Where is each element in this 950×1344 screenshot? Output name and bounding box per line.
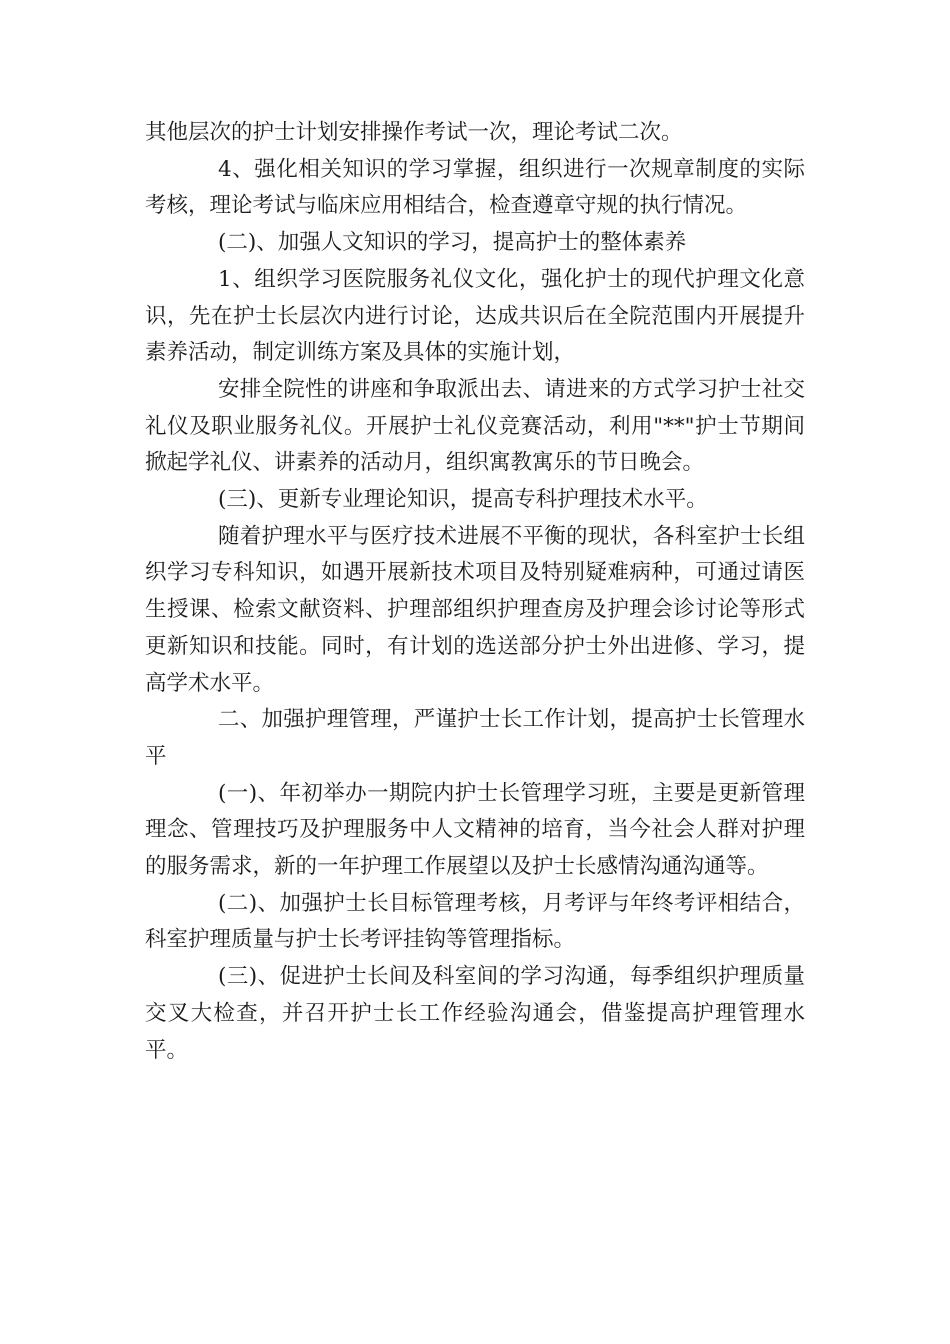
paragraph-6: (三)、更新专业理论知识，提高专科护理技术水平。 (218, 487, 708, 513)
paragraph-8: 二、加强护理管理，严谨护士长工作计划，提高护士长管理水平 (145, 707, 805, 769)
paragraph-3: (二)、加强人文知识的学习，提高护士的整体素养 (218, 230, 687, 256)
paragraph-10: (二)、加强护士长目标管理考核，月考评与年终考评相结合，科室护理质量与护士长考评挂钩等管理指标。 (145, 890, 805, 953)
paragraph-1: 其他层次的护士计划安排操作考试一次，理论考试二次。 (145, 120, 683, 145)
paragraph-2: 4、强化相关知识的学习掌握，组织进行一次规章制度的实际考核，理论考试与临床应用相结合，检查遵章守规的执行情况。 (145, 156, 805, 219)
paragraph-11: (三)、促进护士长间及科室间的学习沟通，每季组织护理质量交叉大检查，并召开护士长工作经验沟通会，借鉴提高护理管理水平。 (145, 964, 805, 1063)
paragraph-4: 1、组织学习医院服务礼仪文化，强化护士的现代护理文化意识，先在护士长层次内进行讨论，达成共识后在全院范围内开展提升素养活动，制定训练方案及具体的实施计划， (145, 266, 805, 366)
document-body (145, 115, 805, 1069)
paragraph-9: (一)、年初举办一期院内护士长管理学习班，主要是更新管理理念、管理技巧及护理服务中人文精神的培育，当今社会人群对护理的服务需求，新的一年护理工作展望以及护士长感情沟通沟通等。 (145, 780, 805, 880)
paragraph-5: 安排全院性的讲座和争取派出去、请进来的方式学习护士社交礼仪及职业服务礼仪。开展护士礼仪竞赛活动，利用"**"护士节期间掀起学礼仪、讲素养的活动月，组织寓教寓乐的节日晚会。 (145, 376, 805, 476)
paragraph-7: 随着护理水平与医疗技术进展不平衡的现状，各科室护士长组织学习专科知识，如遇开展新技术项目及特别疑难病种，可通过请医生授课、检索文献资料、护理部组织护理查房及护理会诊讨论等形式更新知识和技能。同时，有计划的选送部分护士外出进修、学习，提高学术水平。 (145, 523, 805, 696)
